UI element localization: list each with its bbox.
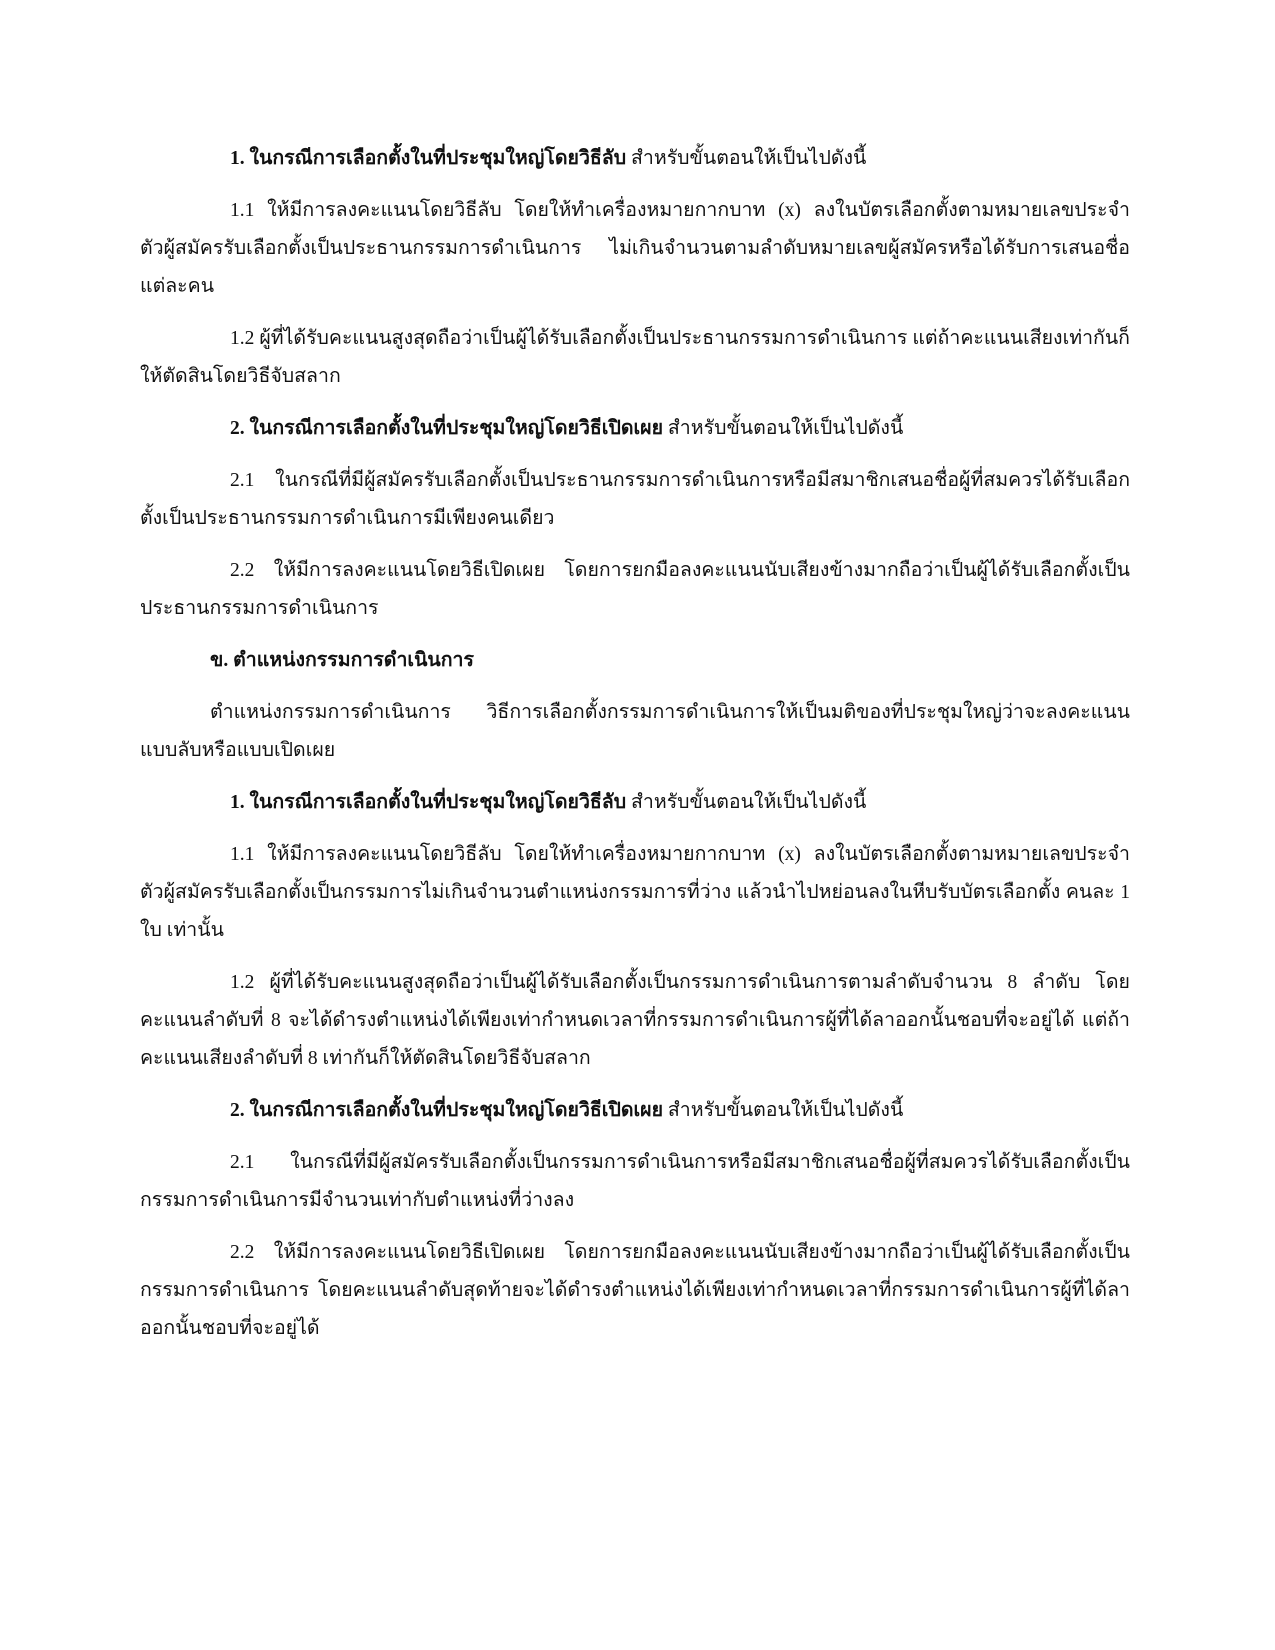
heading-bold-text: 1. ในกรณีการเลือกตั้งในที่ประชุมใหญ่โดยวิธีลับ [230,792,627,813]
heading-rest-text: สำหรับขั้นตอนให้เป็นไปดังนี้ [626,792,867,813]
section-b-title: ข. ตำแหน่งกรรมการดำเนินการ [210,650,474,671]
section-b-intro: ตำแหน่งกรรมการดำเนินการ วิธีการเลือกตั้งกรรมการดำเนินการให้เป็นมติของที่ประชุมใหญ่ว่าจะลงคะแนนแบบลับหรือแบบเปิดเผย [140,702,1130,761]
paragraph-b-2-2: 2.2 ให้มีการลงคะแนนโดยวิธีเปิดเผย โดยการยกมือลงคะแนนนับเสียงข้างมากถือว่าเป็นผู้ได้รับเลือกตั้งเป็นกรรมการดำเนินการ โดยคะแนนลำดับสุดท้ายจะได้ดำรงตำแหน่งได้เพียงเท่ากำหนดเวลาที่กรรมการดำเนินการผู้ที่ได้ลาออกนั้นชอบที่จะอยู่ได้ [140,1242,1130,1339]
paragraph-b-1-2: 1.2 ผู้ที่ได้รับคะแนนสูงสุดถือว่าเป็นผู้ได้รับเลือกตั้งเป็นกรรมการดำเนินการตามลำดับจำนวน 8 ลำดับ โดยคะแนนลำดับที่ 8 จะได้ดำรงตำแหน่งได้เพียงเท่ากำหนดเวลาที่กรรมการดำเนินการผู้ที่ได้ลาออกนั้นชอบที่จะอยู่ได้ แต่ถ้าคะแนนเสียงลำดับที่ 8 เท่ากันก็ให้ตัดสินโดยวิธีจับสลาก [140,972,1130,1069]
paragraph-2-1: 2.1 ในกรณีที่มีผู้สมัครรับเลือกตั้งเป็นประธานกรรมการดำเนินการหรือมีสมาชิกเสนอชื่อผู้ที่สมควรได้รับเลือกตั้งเป็นประธานกรรมการดำเนินการมีเพียงคนเดียว [140,470,1130,529]
paragraph-b-2-1: 2.1 ในกรณีที่มีผู้สมัครรับเลือกตั้งเป็นกรรมการดำเนินการหรือมีสมาชิกเสนอชื่อผู้ที่สมควรได้รับเลือกตั้งเป็นกรรมการดำเนินการมีจำนวนเท่ากับตำแหน่งที่ว่างลง [140,1152,1130,1211]
heading-bold-text: 1. ในกรณีการเลือกตั้งในที่ประชุมใหญ่โดยวิธีลับ [230,148,627,169]
heading-rest-text: สำหรับขั้นตอนให้เป็นไปดังนี้ [626,148,867,169]
paragraph-1-2: 1.2 ผู้ที่ได้รับคะแนนสูงสุดถือว่าเป็นผู้ได้รับเลือกตั้งเป็นประธานกรรมการดำเนินการ แต่ถ้าคะแนนเสียงเท่ากันก็ให้ตัดสินโดยวิธีจับสลาก [140,328,1130,387]
heading-bold-text: 2. ในกรณีการเลือกตั้งในที่ประชุมใหญ่โดยวิธีเปิดเผย [230,1100,664,1121]
section-a-heading-1 [140,140,1130,178]
heading-rest-text: สำหรับขั้นตอนให้เป็นไปดังนี้ [663,1100,904,1121]
heading-rest-text: สำหรับขั้นตอนให้เป็นไปดังนี้ [663,418,904,439]
heading-bold-text: 2. ในกรณีการเลือกตั้งในที่ประชุมใหญ่โดยวิธีเปิดเผย [230,418,664,439]
paragraph-1-1: 1.1 ให้มีการลงคะแนนโดยวิธีลับ โดยให้ทำเครื่องหมายกากบาท (x) ลงในบัตรเลือกตั้งตามหมายเลขประจำตัวผู้สมัครรับเลือกตั้งเป็นประธานกรรมการดำเนินการ ไม่เกินจำนวนตามลำดับหมายเลขผู้สมัครหรือได้รับการเสนอชื่อแต่ละคน [140,200,1130,297]
section-a-heading-2 [140,410,1130,448]
document-body [140,140,1130,1362]
paragraph-b-1-1: 1.1 ให้มีการลงคะแนนโดยวิธีลับ โดยให้ทำเครื่องหมายกากบาท (x) ลงในบัตรเลือกตั้งตามหมายเลขประจำตัวผู้สมัครรับเลือกตั้งเป็นกรรมการไม่เกินจำนวนตำแหน่งกรรมการที่ว่าง แล้วนำไปหย่อนลงในหีบรับบัตรเลือกตั้ง คนละ 1 ใบ เท่านั้น [140,844,1130,941]
section-b-heading-1 [140,784,1130,822]
paragraph-2-2: 2.2 ให้มีการลงคะแนนโดยวิธีเปิดเผย โดยการยกมือลงคะแนนนับเสียงข้างมากถือว่าเป็นผู้ได้รับเลือกตั้งเป็นประธานกรรมการดำเนินการ [140,560,1130,619]
section-b-heading-2 [140,1092,1130,1130]
